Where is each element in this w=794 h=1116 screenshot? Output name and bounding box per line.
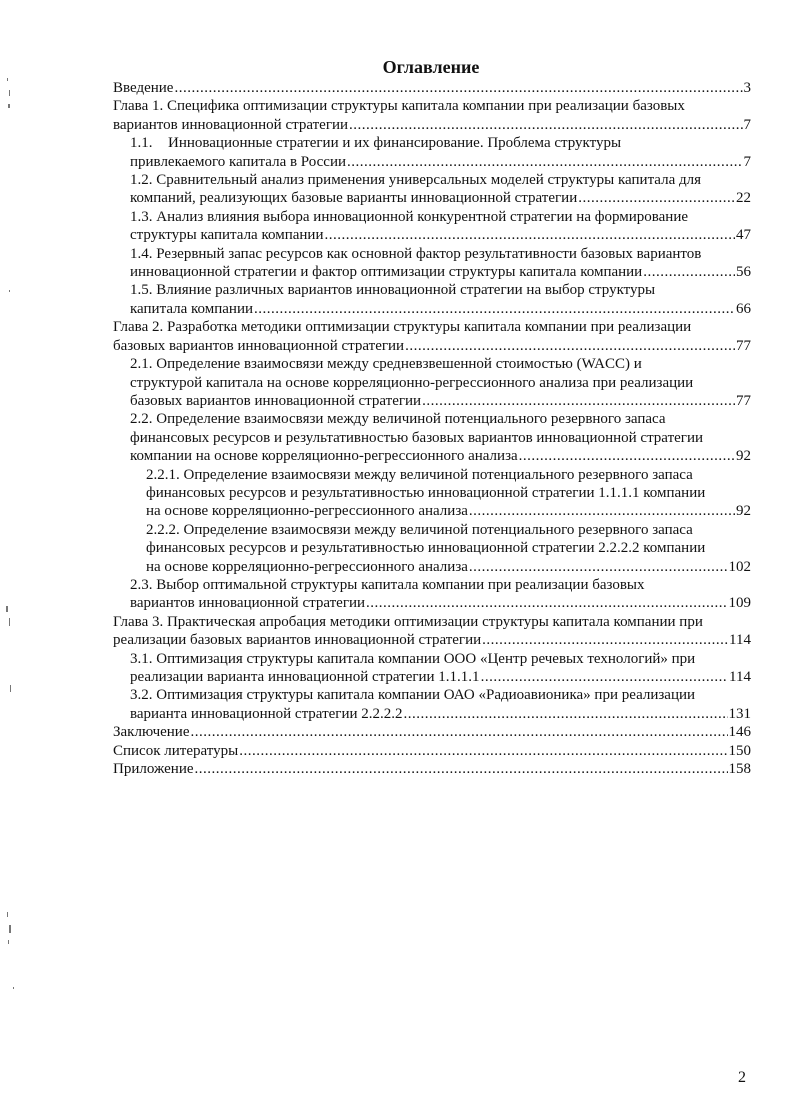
toc-entry-heading-line	[113, 318, 751, 336]
toc-entry-heading-text: 1.3. Анализ влияния выбора инновационной конкурентной стратегии на формирование	[130, 208, 689, 225]
scan-speck	[6, 606, 8, 612]
toc-entry-line	[130, 263, 751, 281]
toc-entry	[113, 134, 751, 171]
toc-entry-text: базовых вариантов инновационной стратегии	[130, 392, 422, 409]
toc-entry-text: реализации базовых вариантов инновационной стратегии	[113, 632, 482, 649]
toc-entry-heading-text: Глава 2. Разработка методики оптимизации структуры капитала компании при реализации	[113, 319, 692, 336]
toc-entry-number: 1.1.	[130, 135, 153, 152]
toc-entry-text: на основе корреляционно-регрессионного анализа	[146, 503, 468, 520]
dot-leader	[366, 594, 727, 612]
toc-entry-page: 102	[728, 558, 751, 575]
toc-entry-heading-text: 2.2.1. Определение взаимосвязи между величиной потенциального резервного запаса	[146, 466, 693, 483]
toc-entry-line	[130, 189, 751, 207]
dot-leader	[195, 760, 728, 778]
toc-entry-page: 22	[736, 190, 751, 207]
dot-leader	[482, 631, 728, 649]
toc-entry-heading-text: Глава 1. Специфика оптимизации структуры капитала компании при реализации базовых	[113, 98, 685, 115]
toc-entry	[113, 281, 751, 318]
toc-entry-text: привлекаемого капитала в России	[130, 153, 347, 170]
dot-leader	[405, 337, 735, 355]
toc-entry-text: структуры капитала компании	[130, 227, 324, 244]
toc-entry-page: 7	[743, 116, 751, 133]
toc-entry-page: 92	[736, 448, 751, 465]
toc-entry	[113, 686, 751, 723]
toc-entry-page: 131	[728, 705, 751, 722]
toc-entry-heading-line	[130, 171, 751, 189]
toc-entry-heading-line	[130, 208, 751, 226]
dot-leader	[254, 300, 735, 318]
table-of-contents	[113, 79, 751, 778]
toc-entry-heading-line	[130, 355, 751, 373]
scan-speck	[8, 940, 9, 944]
toc-entry-heading-line	[130, 650, 751, 668]
toc-entry-line	[130, 668, 751, 686]
toc-entry-text: базовых вариантов инновационной стратегии	[113, 337, 405, 354]
dot-leader	[347, 153, 742, 171]
toc-entry-heading-line	[130, 374, 751, 392]
toc-entry	[113, 410, 751, 465]
toc-entry-text: капитала компании	[130, 300, 253, 317]
scan-speck	[9, 618, 10, 626]
page-number: 2	[738, 1069, 746, 1086]
toc-entry-page: 146	[728, 724, 751, 741]
toc-entry-page: 109	[728, 595, 751, 612]
dot-leader	[469, 558, 728, 576]
toc-entry-line	[130, 392, 751, 410]
page-title: Оглавление	[382, 57, 480, 77]
scan-speck	[9, 925, 11, 933]
toc-entry-line	[113, 116, 751, 134]
toc-entry-line	[130, 594, 751, 612]
toc-entry-page: 3	[743, 80, 751, 96]
toc-entry-heading-line	[130, 245, 751, 263]
toc-entry-heading-text: 2.2. Определение взаимосвязи между величиной потенциального резервного запаса	[130, 411, 666, 428]
toc-entry-heading-text: финансовых ресурсов и результативностью инновационной стратегии 2.2.2.2 компании	[146, 540, 706, 557]
toc-entry-line	[130, 447, 751, 465]
scan-speck	[9, 290, 10, 292]
scan-speck	[10, 685, 11, 692]
toc-entry-heading-line	[130, 410, 751, 428]
toc-entry-text: Список литературы	[113, 742, 239, 759]
toc-entry-heading-line	[130, 281, 751, 299]
toc-entry-heading-text: финансовых ресурсов и результативностью инновационной стратегии 1.1.1.1 компании	[146, 484, 706, 501]
toc-entry-heading-text: 1.2. Сравнительный анализ применения универсальных моделей структуры капитала для	[130, 172, 702, 189]
toc-entry-heading-text: финансовых ресурсов и результативностью базовых вариантов инновационной стратегии	[130, 429, 703, 446]
dot-leader	[519, 447, 735, 465]
toc-entry	[113, 650, 751, 687]
toc-entry-page: 47	[736, 227, 751, 244]
toc-entry-page: 150	[728, 742, 751, 759]
toc-entry	[113, 466, 751, 521]
toc-entry-page: 92	[736, 503, 751, 520]
toc-entry	[113, 245, 751, 282]
toc-entry-line	[113, 723, 751, 741]
toc-entry-heading-line	[146, 466, 751, 484]
toc-entry-heading-line	[113, 613, 751, 631]
toc-entry	[113, 355, 751, 410]
dot-leader	[191, 723, 728, 741]
dot-leader	[349, 116, 742, 134]
toc-entry-page: 56	[736, 264, 751, 281]
scan-speck	[13, 987, 14, 989]
toc-entry-page: 77	[736, 392, 751, 409]
toc-entry	[113, 171, 751, 208]
dot-leader	[404, 705, 728, 723]
toc-entry-heading-text: 2.1. Определение взаимосвязи между средневзвешенной стоимостью (WACC) и	[130, 356, 642, 373]
toc-entry-line	[113, 337, 751, 355]
toc-entry-line	[113, 631, 751, 649]
dot-leader	[643, 263, 735, 281]
toc-entry-text: компаний, реализующих базовые варианты инновационной стратегии	[130, 190, 578, 207]
toc-entry-heading-line	[130, 576, 751, 594]
toc-entry-heading-line	[130, 134, 751, 152]
toc-entry-text: на основе корреляционно-регрессионного анализа	[146, 558, 468, 575]
toc-entry-heading-line	[113, 97, 751, 115]
toc-entry-text: Введение	[113, 80, 174, 96]
toc-entry-text: инновационной стратегии и фактор оптимизации структуры капитала компании	[130, 264, 643, 281]
toc-entry-text: вариантов инновационной стратегии	[113, 116, 349, 133]
toc-entry	[113, 521, 751, 576]
toc-entry	[113, 97, 751, 134]
toc-entry-line	[113, 742, 751, 760]
toc-entry	[113, 79, 751, 97]
toc-entry-text: реализации варианта инновационной стратегии 1.1.1.1	[130, 669, 480, 685]
toc-entry-page: 66	[736, 300, 751, 317]
toc-entry-text: варианта инновационной стратегии 2.2.2.2	[130, 705, 403, 722]
toc-entry-page: 114	[729, 669, 751, 685]
scan-speck	[7, 78, 8, 81]
dot-leader	[324, 226, 735, 244]
toc-entry	[113, 742, 751, 760]
toc-entry-text: Приложение	[113, 761, 194, 778]
dot-leader	[469, 502, 735, 520]
dot-leader	[422, 392, 735, 410]
toc-entry-line	[146, 558, 751, 576]
toc-entry-heading-text: 1.4. Резервный запас ресурсов как основной фактор результативности базовых вариантов	[130, 245, 702, 262]
toc-entry-page: 7	[743, 153, 751, 170]
dot-leader	[481, 668, 728, 686]
toc-entry-page: 77	[736, 337, 751, 354]
toc-entry-text: компании на основе корреляционно-регрессионного анализа	[130, 448, 518, 465]
scan-speck	[9, 90, 10, 96]
toc-entry	[113, 723, 751, 741]
toc-entry-line	[130, 705, 751, 723]
toc-entry-heading-text: структурой капитала на основе корреляционно-регрессионного анализа при реализации	[130, 374, 694, 391]
toc-entry-heading-text: Глава 3. Практическая апробация методики оптимизации структуры капитала компании при	[113, 613, 703, 630]
toc-entry-heading-line	[130, 429, 751, 447]
toc-entry-line	[130, 153, 751, 171]
toc-entry	[113, 318, 751, 355]
toc-entry-heading-line	[146, 539, 751, 557]
toc-entry	[113, 576, 751, 613]
toc-entry-heading-text: Инновационные стратегии и их финансирование. Проблема структуры	[168, 135, 622, 152]
toc-entry-heading-text: 3.1. Оптимизация структуры капитала компании ООО «Центр речевых технологий» при	[130, 650, 696, 667]
toc-entry-line	[113, 79, 751, 97]
toc-entry	[113, 208, 751, 245]
toc-entry-heading-text: 1.5. Влияние различных вариантов инновационной стратегии на выбор структуры	[130, 282, 656, 299]
toc-entry-line	[130, 300, 751, 318]
toc-entry-line	[146, 502, 751, 520]
toc-entry-line	[113, 760, 751, 778]
toc-entry-page: 158	[728, 761, 751, 778]
toc-entry-heading-text: 3.2. Оптимизация структуры капитала компании ОАО «Радиоавионика» при реализации	[130, 687, 696, 704]
toc-entry	[113, 760, 751, 778]
scan-speck	[8, 104, 10, 108]
toc-entry-text: вариантов инновационной стратегии	[130, 595, 366, 612]
toc-entry-heading-line	[146, 521, 751, 539]
toc-entry-line	[130, 226, 751, 244]
scan-speck	[7, 912, 8, 917]
toc-entry-heading-line	[146, 484, 751, 502]
dot-leader	[239, 742, 727, 760]
toc-entry	[113, 613, 751, 650]
toc-entry-heading-line	[130, 686, 751, 704]
toc-entry-heading-text: 2.2.2. Определение взаимосвязи между величиной потенциального резервного запаса	[146, 521, 693, 538]
toc-entry-heading-text: 2.3. Выбор оптимальной структуры капитала компании при реализации базовых	[130, 576, 645, 593]
toc-entry-page: 114	[729, 632, 751, 649]
toc-entry-text: Заключение	[113, 724, 190, 741]
dot-leader	[578, 189, 735, 207]
dot-leader	[174, 79, 742, 97]
